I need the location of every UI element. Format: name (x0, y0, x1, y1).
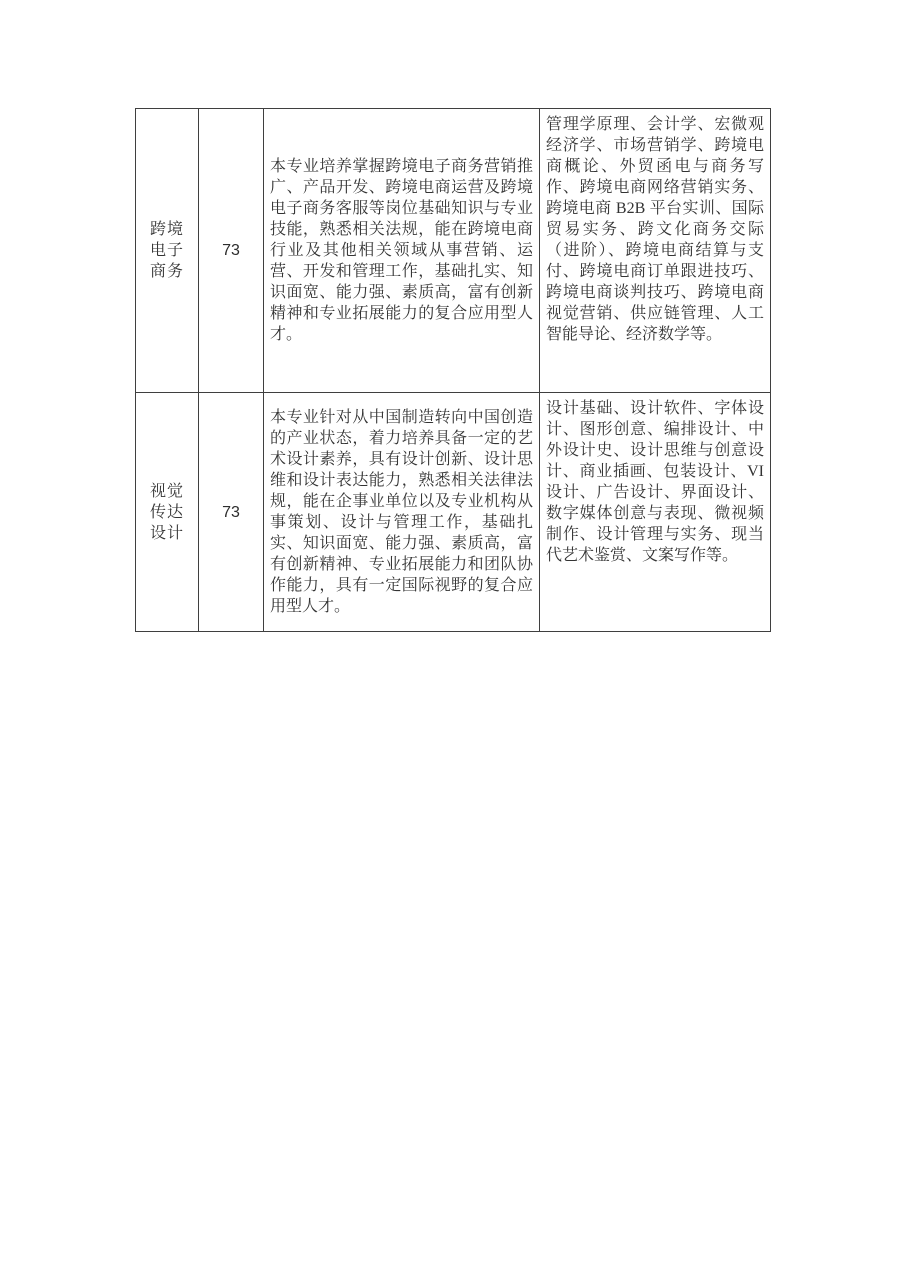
major-name-cell: 跨境电子商务 (136, 109, 199, 393)
major-name-cell: 视觉传达设计 (136, 393, 199, 632)
courses-list-cell: 管理学原理、会计学、宏微观经济学、市场营销学、跨境电商概论、外贸函电与商务写作、跨境电商网络营销实务、跨境电商 B2B 平台实训、国际贸易实务、跨文化商务交际（进阶）、跨境电商结算与支付、跨境电商订单跟进技巧、跨境电商谈判技巧、跨境电商视觉营销、供应链管理、人工智能导论、经济数学等。 (540, 109, 771, 393)
majors-table (135, 108, 771, 632)
plan-number-cell: 73 (199, 109, 264, 393)
major-description-cell: 本专业培养掌握跨境电子商务营销推广、产品开发、跨境电商运营及跨境电子商务客服等岗位基础知识与专业技能，熟悉相关法规，能在跨境电商行业及其他相关领域从事营销、运营、开发和管理工作，基础扎实、知识面宽、能力强、素质高，富有创新精神和专业拓展能力的复合应用型人才。 (264, 109, 540, 393)
plan-number-cell: 73 (199, 393, 264, 632)
table-row (136, 109, 771, 393)
major-description-cell: 本专业针对从中国制造转向中国创造的产业状态，着力培养具备一定的艺术设计素养，具有设计创新、设计思维和设计表达能力，熟悉相关法律法规，能在企事业单位以及专业机构从事策划、设计与管理工作，基础扎实、知识面宽、能力强、素质高，富有创新精神、专业拓展能力和团队协作能力，具有一定国际视野的复合应用型人才。 (264, 393, 540, 632)
courses-list-cell: 设计基础、设计软件、字体设计、图形创意、编排设计、中外设计史、设计思维与创意设计、商业插画、包装设计、VI 设计、广告设计、界面设计、数字媒体创意与表现、微视频制作、设计管理与实务、现当代艺术鉴赏、文案写作等。 (540, 393, 771, 632)
table-row (136, 393, 771, 632)
